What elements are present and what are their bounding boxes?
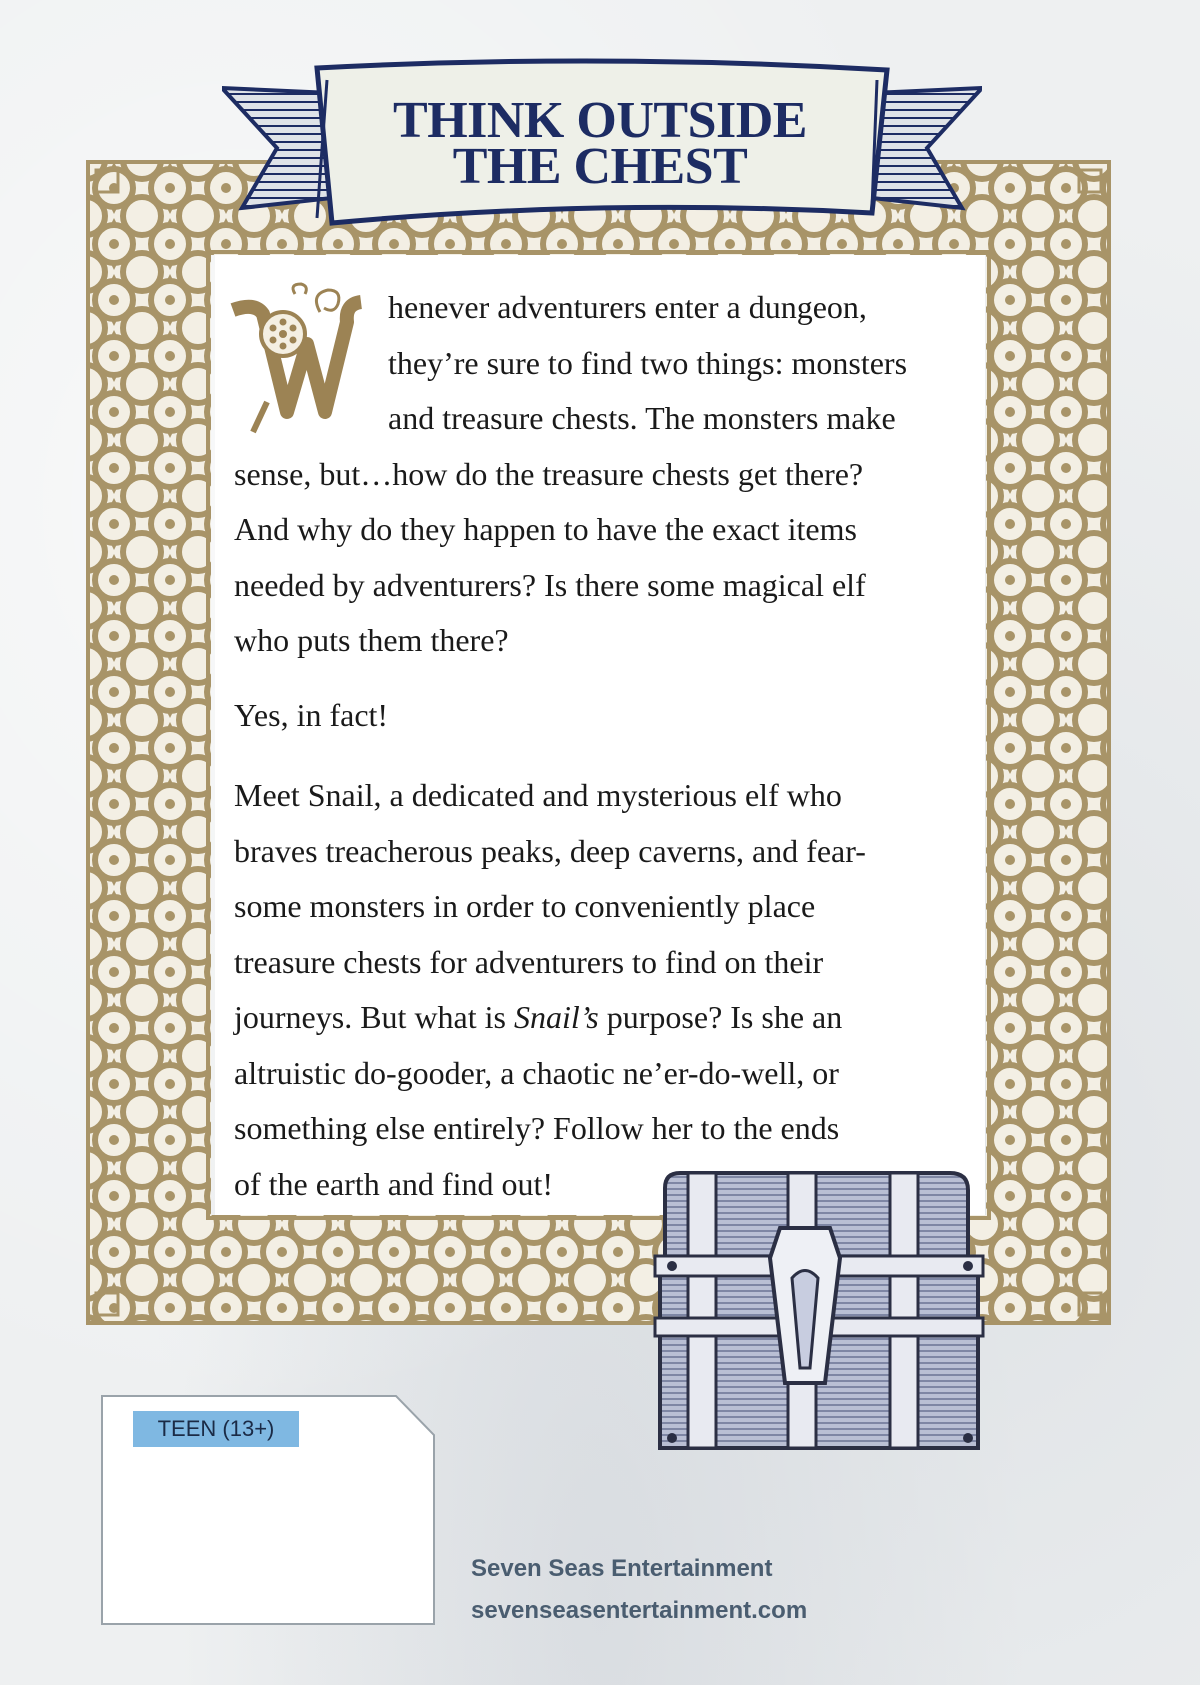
text-line: they’re sure to find two things: monsters [388, 344, 908, 381]
description-paragraph-2: Yes, in fact! [234, 697, 389, 733]
description-paragraph-1 [234, 280, 994, 669]
italic-name: Snail’s [513, 999, 599, 1035]
text-line: needed by adventurers? Is there some magical elf [234, 566, 866, 603]
text-line: treasure chests for adventurers to find on their [234, 943, 824, 980]
banner-title-line1: THINK OUTSIDE [393, 92, 807, 149]
text-line: altruistic do-gooder, a chaotic ne’er-do-well, or [234, 1054, 839, 1091]
text-line: sense, but…how do the treasure chests get there? [234, 455, 864, 492]
text-line [234, 990, 994, 1046]
text-line: And why do they happen to have the exact items [234, 511, 857, 547]
text-line: some monsters in order to conveniently place [234, 888, 816, 924]
rating-badge: TEEN (13+) [133, 1411, 299, 1447]
text-line: henever adventurers enter a dungeon, [388, 289, 867, 325]
text-line: of the earth and find out! [234, 1165, 553, 1202]
text-line: who puts them there? [234, 622, 509, 658]
text-segment: purpose? Is she an [598, 999, 843, 1035]
text-line: and treasure chests. The monsters make [388, 400, 896, 436]
treasure-chest-icon [650, 1168, 995, 1458]
banner-title-line2: THE CHEST [452, 138, 748, 195]
text-segment: journeys. But what is [234, 999, 514, 1035]
publisher-name: Seven Seas Entertainment [471, 1555, 773, 1582]
text-line: something else entirely? Follow her to the ends [234, 1110, 840, 1146]
text-line: Meet Snail, a dedicated and mysterious elf who [234, 777, 842, 813]
description-paragraph-3 [234, 768, 994, 1212]
text-line: braves treacherous peaks, deep caverns, and fear- [234, 832, 866, 869]
publisher-url[interactable]: sevenseasentertainment.com [471, 1597, 808, 1624]
